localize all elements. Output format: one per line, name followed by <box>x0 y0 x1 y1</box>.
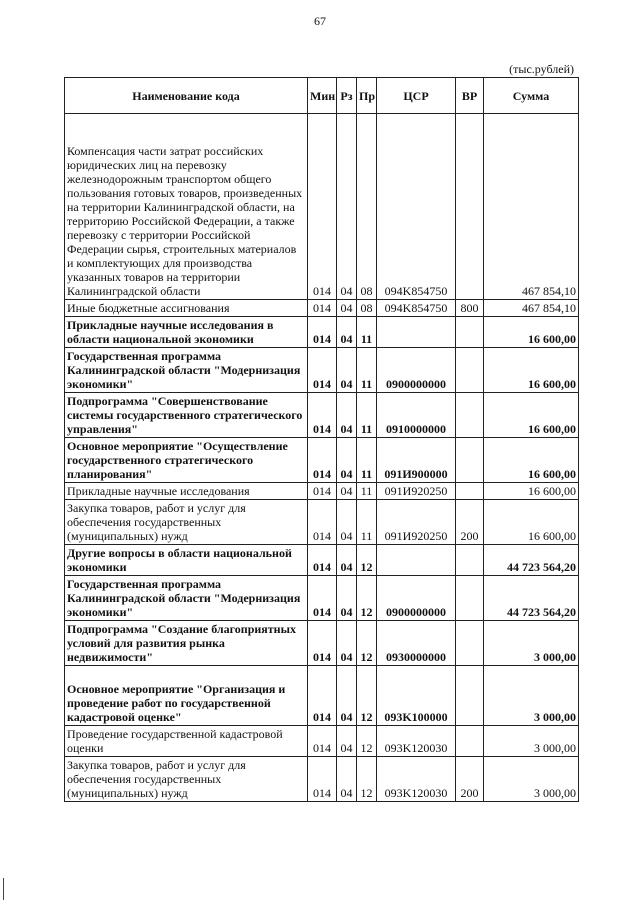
cell-rz: 04 <box>337 348 357 393</box>
cell-pr: 11 <box>357 393 377 438</box>
cell-csr <box>377 317 456 348</box>
cell-name: Прикладные научные исследования <box>65 483 308 500</box>
cell-min: 014 <box>308 500 337 545</box>
cell-rz: 04 <box>337 300 357 317</box>
cell-vr <box>456 545 484 576</box>
cell-vr <box>456 317 484 348</box>
table-row <box>65 545 579 576</box>
cell-rz: 04 <box>337 438 357 483</box>
cell-csr: 093K120030 <box>377 726 456 757</box>
cell-name: Основное мероприятие "Осуществление государственного стратегического планирования" <box>65 438 308 483</box>
cell-csr: 0910000000 <box>377 393 456 438</box>
cell-vr <box>456 576 484 621</box>
cell-sum: 467 854,10 <box>484 114 579 300</box>
cell-pr: 12 <box>357 545 377 576</box>
cell-vr: 200 <box>456 500 484 545</box>
cell-name: Подпрограмма "Создание благоприятных условий для развития рынка недвижимости" <box>65 621 308 666</box>
cell-pr: 08 <box>357 300 377 317</box>
cell-sum: 16 600,00 <box>484 317 579 348</box>
cell-min: 014 <box>308 726 337 757</box>
cell-sum: 3 000,00 <box>484 757 579 802</box>
cell-min: 014 <box>308 300 337 317</box>
cell-sum: 16 600,00 <box>484 438 579 483</box>
cell-sum: 16 600,00 <box>484 348 579 393</box>
cell-pr: 12 <box>357 757 377 802</box>
cell-rz: 04 <box>337 545 357 576</box>
cell-csr <box>377 545 456 576</box>
cell-csr: 0930000000 <box>377 621 456 666</box>
cell-rz: 04 <box>337 317 357 348</box>
cell-sum: 16 600,00 <box>484 393 579 438</box>
table-row <box>65 348 579 393</box>
table-row <box>65 757 579 802</box>
cell-csr: 091И920250 <box>377 483 456 500</box>
table-row <box>65 114 579 300</box>
cell-min: 014 <box>308 438 337 483</box>
table-row <box>65 317 579 348</box>
cell-pr: 11 <box>357 483 377 500</box>
cell-sum: 3 000,00 <box>484 726 579 757</box>
budget-table <box>64 77 579 802</box>
cell-sum: 16 600,00 <box>484 483 579 500</box>
cell-name: Прикладные научные исследования в области национальной экономики <box>65 317 308 348</box>
cell-sum: 3 000,00 <box>484 621 579 666</box>
header-min: Мин <box>308 78 337 114</box>
cell-csr: 093K120030 <box>377 757 456 802</box>
table-row <box>65 500 579 545</box>
table-row <box>65 438 579 483</box>
cell-name: Подпрограмма "Совершенствование системы государственного стратегического управления" <box>65 393 308 438</box>
cell-pr: 11 <box>357 500 377 545</box>
cell-rz: 04 <box>337 576 357 621</box>
cell-rz: 04 <box>337 114 357 300</box>
cell-name: Государственная программа Калининградской области "Модернизация экономики" <box>65 576 308 621</box>
cell-name: Закупка товаров, работ и услуг для обеспечения государственных (муниципальных) нужд <box>65 500 308 545</box>
cell-name: Государственная программа Калининградской области "Модернизация экономики" <box>65 348 308 393</box>
cell-sum: 44 723 564,20 <box>484 545 579 576</box>
cell-vr: 800 <box>456 300 484 317</box>
header-rz: Рз <box>337 78 357 114</box>
table-row <box>65 300 579 317</box>
cell-min: 014 <box>308 393 337 438</box>
table-row <box>65 393 579 438</box>
cell-csr: 093K100000 <box>377 666 456 726</box>
cell-vr <box>456 666 484 726</box>
cell-min: 014 <box>308 317 337 348</box>
cell-pr: 12 <box>357 666 377 726</box>
cell-rz: 04 <box>337 500 357 545</box>
cell-vr <box>456 438 484 483</box>
cell-vr <box>456 348 484 393</box>
header-name: Наименование кода <box>65 78 308 114</box>
cell-rz: 04 <box>337 666 357 726</box>
cell-sum: 44 723 564,20 <box>484 576 579 621</box>
cell-sum: 467 854,10 <box>484 300 579 317</box>
cell-vr <box>456 483 484 500</box>
cell-pr: 11 <box>357 348 377 393</box>
cell-csr: 0900000000 <box>377 348 456 393</box>
header-pr: Пр <box>357 78 377 114</box>
cell-rz: 04 <box>337 393 357 438</box>
table-row <box>65 666 579 726</box>
cell-rz: 04 <box>337 726 357 757</box>
cell-sum: 16 600,00 <box>484 500 579 545</box>
cell-pr: 12 <box>357 726 377 757</box>
cell-pr: 11 <box>357 438 377 483</box>
cell-csr: 0900000000 <box>377 576 456 621</box>
cell-csr: 091И900000 <box>377 438 456 483</box>
cell-min: 014 <box>308 114 337 300</box>
cell-rz: 04 <box>337 757 357 802</box>
cell-pr: 12 <box>357 621 377 666</box>
table-row <box>65 621 579 666</box>
cell-vr <box>456 621 484 666</box>
header-row <box>65 78 579 114</box>
cell-csr: 094K854750 <box>377 300 456 317</box>
cell-pr: 08 <box>357 114 377 300</box>
cell-min: 014 <box>308 545 337 576</box>
cell-rz: 04 <box>337 483 357 500</box>
header-sum: Сумма <box>484 78 579 114</box>
cell-name: Компенсация части затрат российских юридических лиц на перевозку железнодорожным транспортом общего пользования готовых товаров, произведенных на территории Калининградской области, на территорию Российской Федерации, а также перевозку с территории Российской Федерации сырья, строительных материалов и комплектующих для производства указанных товаров на территории Калининградской области <box>65 114 308 300</box>
table-row <box>65 726 579 757</box>
cell-vr <box>456 726 484 757</box>
cell-pr: 11 <box>357 317 377 348</box>
cell-name: Закупка товаров, работ и услуг для обеспечения государственных (муниципальных) нужд <box>65 757 308 802</box>
cell-pr: 12 <box>357 576 377 621</box>
cell-csr: 091И920250 <box>377 500 456 545</box>
cell-sum: 3 000,00 <box>484 666 579 726</box>
cell-vr <box>456 114 484 300</box>
cell-name: Основное мероприятие "Организация и проведение работ по государственной кадастровой оценке" <box>65 666 308 726</box>
cell-name: Другие вопросы в области национальной экономики <box>65 545 308 576</box>
page-number: 67 <box>314 14 326 28</box>
cell-min: 014 <box>308 621 337 666</box>
cell-min: 014 <box>308 348 337 393</box>
cell-min: 014 <box>308 757 337 802</box>
cell-min: 014 <box>308 483 337 500</box>
units-label: (тыс.рублей) <box>509 62 574 76</box>
header-csr: ЦСР <box>377 78 456 114</box>
table-row <box>65 483 579 500</box>
cell-vr <box>456 393 484 438</box>
cell-csr: 094K854750 <box>377 114 456 300</box>
cell-min: 014 <box>308 576 337 621</box>
header-vr: ВР <box>456 78 484 114</box>
table-row <box>65 576 579 621</box>
cell-vr: 200 <box>456 757 484 802</box>
cell-rz: 04 <box>337 621 357 666</box>
cell-name: Проведение государственной кадастровой оценки <box>65 726 308 757</box>
cell-name: Иные бюджетные ассигнования <box>65 300 308 317</box>
cell-min: 014 <box>308 666 337 726</box>
page-edge-mark <box>3 878 4 900</box>
